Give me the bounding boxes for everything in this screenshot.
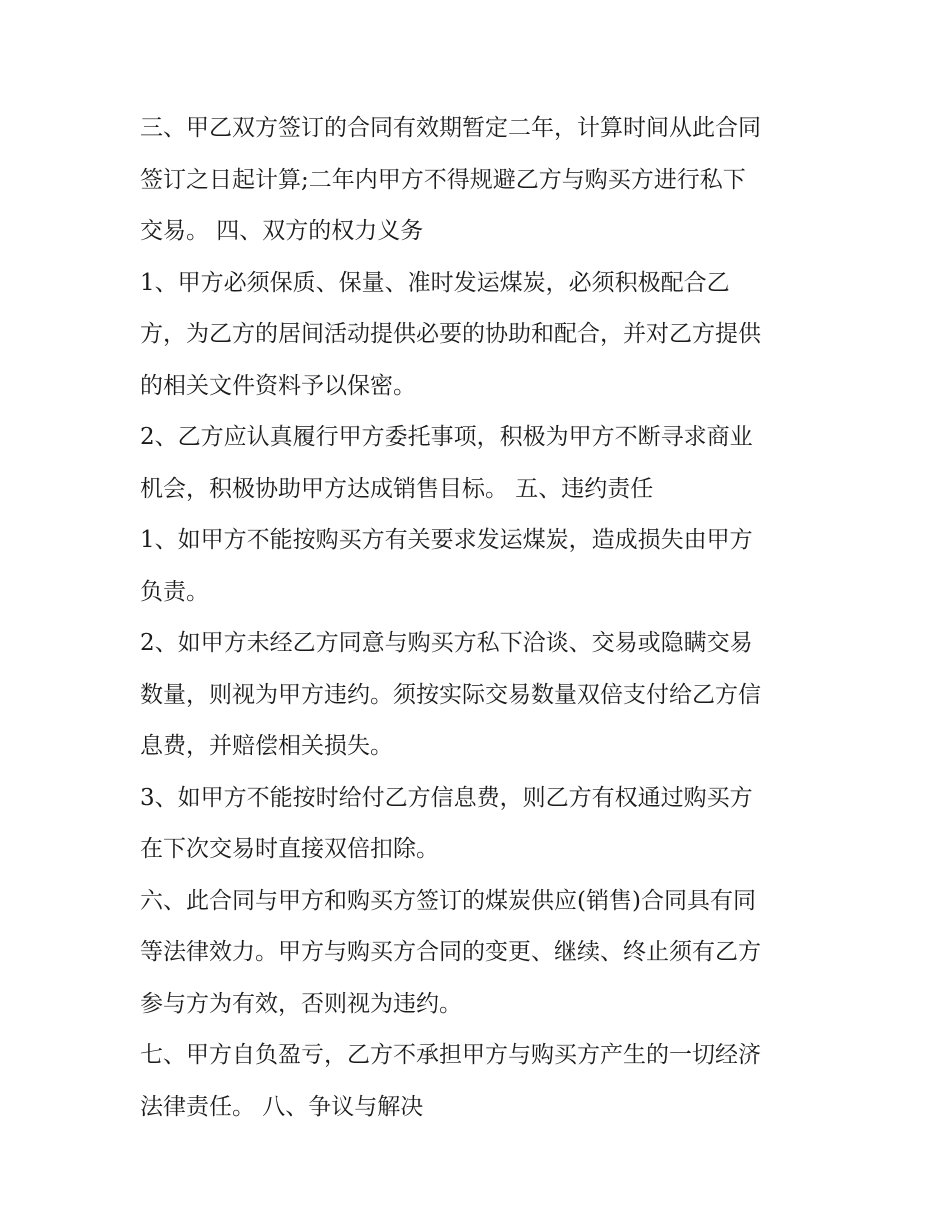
text-line: 等法律效力。甲方与购买方合同的变更、继续、终止须有乙方 xyxy=(140,939,761,965)
text-line: 负责。 xyxy=(140,578,209,605)
text-line: 六、此合同与甲方和购买方签订的煤炭供应(销售)合同具有同 xyxy=(140,887,756,914)
document-body xyxy=(140,103,820,1133)
text-line: 法律责任。 八、争议与解决 xyxy=(140,1093,424,1120)
text-line: 1、如甲方不能按购买方有关要求发运煤炭，造成损失由甲方 xyxy=(140,527,753,553)
text-line: 七、甲方自负盈亏，乙方不承担甲方与购买方产生的一切经济 xyxy=(140,1042,761,1068)
text-line: 2、如甲方未经乙方同意与购买方私下洽谈、交易或隐瞒交易 xyxy=(140,630,753,656)
text-line: 2、乙方应认真履行甲方委托事项，积极为甲方不断寻求商业 xyxy=(140,424,753,450)
text-line: 1、甲方必须保质、保量、准时发运煤炭，必须积极配合乙 xyxy=(140,269,730,296)
text-line: 方，为乙方的居间活动提供必要的协助和配合，并对乙方提供 xyxy=(140,321,761,347)
text-line: 交易。 四、双方的权力义务 xyxy=(140,218,424,244)
text-line: 三、甲乙双方签订的合同有效期暂定二年，计算时间从此合同 xyxy=(140,115,761,141)
text-line: 机会，积极协助甲方达成销售目标。 五、违约责任 xyxy=(140,475,654,502)
text-line: 3、如甲方不能按时给付乙方信息费，则乙方有权通过购买方 xyxy=(140,784,753,811)
text-line: 数量，则视为甲方违约。须按实际交易数量双倍支付给乙方信 xyxy=(140,681,761,708)
text-line: 的相关文件资料予以保密。 xyxy=(140,372,416,399)
text-line: 参与方为有效，否则视为违约。 xyxy=(140,990,462,1017)
text-line: 在下次交易时直接双倍扣除。 xyxy=(140,836,439,862)
text-line: 签订之日起计算;二年内甲方不得规避乙方与购买方进行私下 xyxy=(140,166,746,193)
text-line: 息费，并赔偿相关损失。 xyxy=(140,733,393,759)
